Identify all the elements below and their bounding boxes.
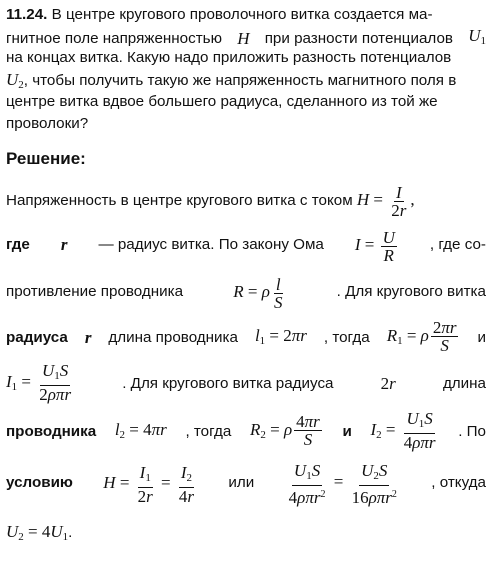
formula-l2: $l_2 = 4\pi r$: [114, 419, 167, 441]
formula-I1: $I_1$ = $\frac{U_1S}{\text{2ρπr}}$: [6, 361, 72, 405]
problem-line-3: на концах витка. Какую надо приложить разность потенциалов: [6, 49, 452, 66]
symbol-r: r: [60, 235, 68, 254]
problem-line-4: $U_2$, чтобы получить такую же напряженность магнитного поля в: [6, 70, 457, 91]
problem-line-2: гнитное поле напряженностью H при разности потенциалов $U_1$: [6, 27, 486, 50]
problem-line-1: 11.24. В центре кругового проволочного витка создается ма-: [6, 6, 433, 23]
solution-line-7: условию H = $\frac{I_1}{2r}$ = $\frac{I_2}{4r}$ или $\frac{U_1S}{4\rho\pi r^2}$ = $\frac{U_2S}{16\rho\pi r^2}$ , откуда: [6, 460, 486, 507]
formula-condition-U: $\frac{U_1S}{4\rho\pi r^2}$ = $\frac{U_2S}{16\rho\pi r^2}$: [288, 460, 397, 507]
solution-line-1: Напряженность в центре кругового витка с током H = $\frac{I}{2r}$ ,: [6, 182, 415, 220]
solution-line-3: противление проводника R = ρ $\frac{l}{S}$ . Для кругового витка: [6, 272, 486, 312]
formula-ohm: I = $\frac{U}{R}$: [354, 227, 395, 265]
formula-I2: $I_2$ = $\frac{U_1S}{\text{4ρπr}}$: [370, 409, 436, 453]
symbol-U1: $U_1$: [468, 26, 486, 47]
symbol-U2: $U_2$: [6, 70, 24, 91]
formula-resistance: R = ρ $\frac{l}{S}$: [233, 274, 283, 312]
solution-heading: Решение:: [6, 149, 86, 168]
formula-R1: $R_1 = \rho$ $\frac{2\pi r}{S}$: [386, 318, 457, 356]
solution-line-8: $U_2 = 4U_1$.: [6, 522, 73, 543]
formula-H-I-2r: H = $\frac{I}{2r}$ ,: [356, 182, 415, 220]
solution-line-4: радиуса r длина проводника $l_1 = 2\pi r$ , тогда $R_1 = \rho$ $\frac{2\pi r}{S}$ и: [6, 318, 486, 358]
solution-line-6: проводника $l_2 = 4\pi r$ , тогда $R_2 = \rho$ $\frac{4\pi r}{S}$ и $I_2$ = $\frac{U_1S}{\text{4ρπr}}$ . По: [6, 412, 486, 452]
solution-line-2: где r — радиус витка. По закону Ома I = $\frac{U}{R}$ , где со-: [6, 225, 486, 265]
problem-line-5: центре витка вдвое большего радиуса, сделанного из той же: [6, 93, 438, 110]
symbol-H: H: [237, 28, 250, 48]
formula-R2: $R_2 = \rho$ $\frac{4\pi r}{S}$: [249, 412, 320, 450]
formula-answer: $U_2 = 4U_1$: [6, 522, 69, 543]
formula-condition-H: H = $\frac{I_1}{2r}$ = $\frac{I_2}{4r}$: [103, 462, 195, 506]
solution-line-5: $I_1$ = $\frac{U_1S}{\text{2ρπr}}$ . Для кругового витка радиуса 2r длина: [6, 364, 486, 404]
problem-number: 11.24.: [6, 6, 48, 23]
problem-line-6: проволоки?: [6, 115, 89, 132]
formula-l1: $l_1 = 2\pi r$: [254, 325, 307, 347]
